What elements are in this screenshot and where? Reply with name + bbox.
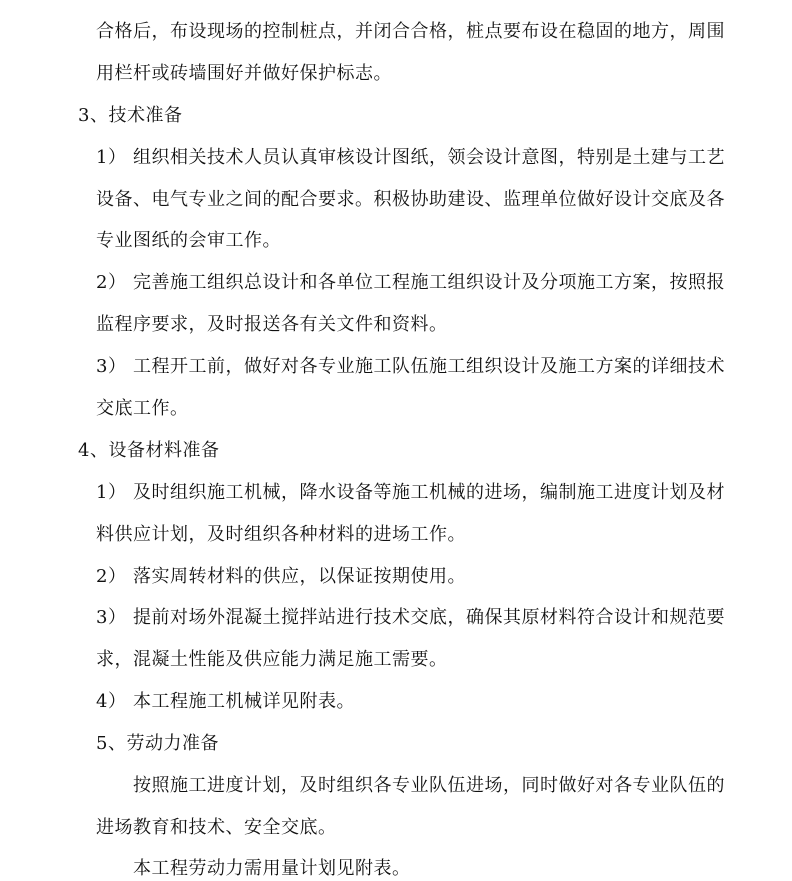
line-text: 料供应计划，及时组织各种材料的进场工作。 bbox=[96, 524, 466, 545]
item-number: 1） bbox=[96, 147, 127, 168]
list-item bbox=[0, 481, 792, 505]
list-item bbox=[0, 565, 792, 589]
text-line bbox=[0, 62, 792, 86]
item-number: 1） bbox=[96, 482, 127, 503]
item-number: 4） bbox=[96, 691, 127, 712]
section-heading bbox=[0, 732, 792, 756]
list-item bbox=[0, 690, 792, 714]
paragraph-line bbox=[0, 857, 792, 881]
item-text: 提前对场外混凝土搅拌站进行技术交底，确保其原材料符合设计和规范要 bbox=[133, 607, 725, 628]
item-text: 及时组织施工机械，降水设备等施工机械的进场，编制施工进度计划及材 bbox=[133, 482, 725, 503]
list-item bbox=[0, 355, 792, 379]
text-line bbox=[0, 816, 792, 840]
line-text: 求，混凝土性能及供应能力满足施工需要。 bbox=[96, 649, 448, 670]
list-item bbox=[0, 606, 792, 630]
item-text: 完善施工组织总设计和各单位工程施工组织设计及分项施工方案，按照报 bbox=[133, 272, 725, 293]
line-text: 按照施工进度计划，及时组织各专业队伍进场，同时做好对各专业队伍的 bbox=[133, 775, 725, 796]
section-heading bbox=[0, 104, 792, 128]
line-text: 合格后，布设现场的控制桩点，并闭合合格，桩点要布设在稳固的地方，周围 bbox=[96, 21, 725, 42]
section-heading bbox=[0, 439, 792, 463]
heading-text: 4、设备材料准备 bbox=[78, 440, 220, 461]
paragraph-line bbox=[0, 774, 792, 798]
line-text: 交底工作。 bbox=[96, 398, 189, 419]
item-text: 组织相关技术人员认真审核设计图纸，领会设计意图，特别是土建与工艺 bbox=[133, 147, 725, 168]
item-number: 3） bbox=[96, 607, 127, 628]
line-text: 设备、电气专业之间的配合要求。积极协助建设、监理单位做好设计交底及各 bbox=[96, 189, 725, 210]
list-item bbox=[0, 146, 792, 170]
line-text: 用栏杆或砖墙围好并做好保护标志。 bbox=[96, 63, 392, 84]
line-text: 监程序要求，及时报送各有关文件和资料。 bbox=[96, 314, 448, 335]
text-line bbox=[0, 229, 792, 253]
text-line bbox=[0, 188, 792, 212]
line-text: 进场教育和技术、安全交底。 bbox=[96, 817, 337, 838]
list-item bbox=[0, 271, 792, 295]
item-text: 落实周转材料的供应，以保证按期使用。 bbox=[133, 566, 466, 587]
item-number: 3） bbox=[96, 356, 127, 377]
heading-text: 3、技术准备 bbox=[78, 105, 183, 126]
item-number: 2） bbox=[96, 272, 127, 293]
text-line bbox=[0, 523, 792, 547]
text-line bbox=[0, 20, 792, 44]
item-text: 工程开工前，做好对各专业施工队伍施工组织设计及施工方案的详细技术 bbox=[133, 356, 725, 377]
line-text: 本工程劳动力需用量计划见附表。 bbox=[133, 858, 411, 879]
text-line bbox=[0, 313, 792, 337]
heading-text: 5、劳动力准备 bbox=[96, 733, 219, 754]
line-text: 专业图纸的会审工作。 bbox=[96, 230, 281, 251]
text-line bbox=[0, 397, 792, 421]
text-line bbox=[0, 648, 792, 672]
item-number: 2） bbox=[96, 566, 127, 587]
item-text: 本工程施工机械详见附表。 bbox=[133, 691, 355, 712]
